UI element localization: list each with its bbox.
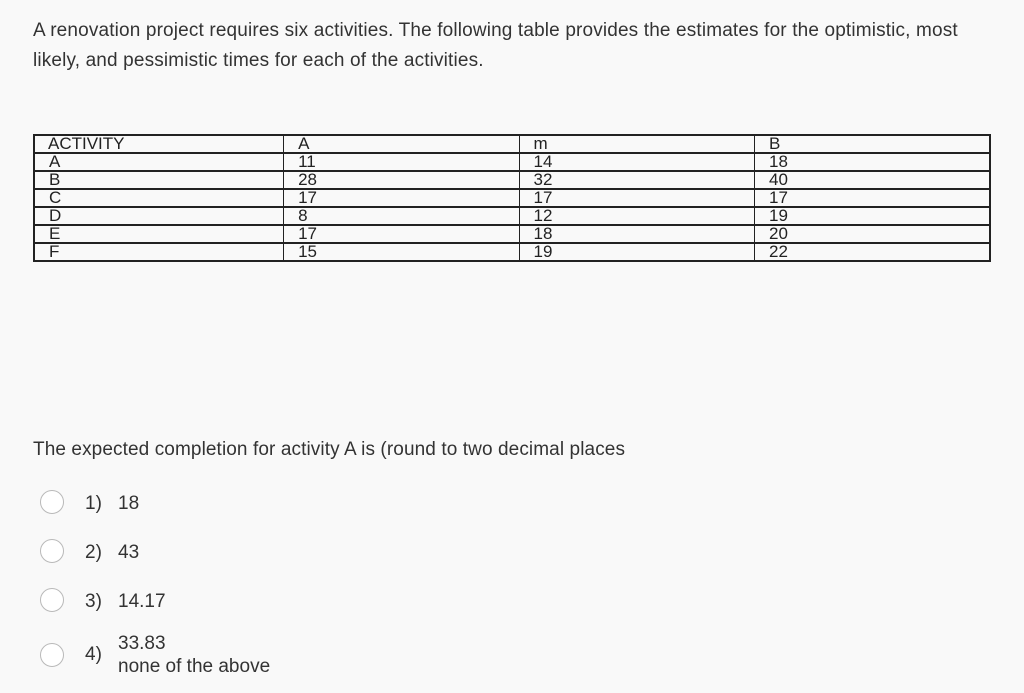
header-optimistic: A xyxy=(284,135,519,153)
most-likely-cell: 18 xyxy=(519,225,754,243)
optimistic-cell: 15 xyxy=(284,243,519,261)
activity-cell: E xyxy=(34,225,284,243)
optimistic-cell: 11 xyxy=(284,153,519,171)
table-row xyxy=(34,243,990,261)
optimistic-cell: 17 xyxy=(284,189,519,207)
activity-cell: F xyxy=(34,243,284,261)
header-activity: ACTIVITY xyxy=(34,135,284,153)
option-text: 33.83 xyxy=(118,633,166,654)
header-most-likely: m xyxy=(519,135,754,153)
table-row xyxy=(34,189,990,207)
radio-button-1[interactable] xyxy=(40,490,64,514)
most-likely-cell: 19 xyxy=(519,243,754,261)
pessimistic-cell: 18 xyxy=(755,153,990,171)
pessimistic-cell: 17 xyxy=(755,189,990,207)
header-pessimistic: B xyxy=(755,135,990,153)
optimistic-cell: 17 xyxy=(284,225,519,243)
option-text-secondary: none of the above xyxy=(118,656,271,677)
option-number: 2) xyxy=(85,542,102,563)
most-likely-cell: 17 xyxy=(519,189,754,207)
pessimistic-cell: 22 xyxy=(755,243,990,261)
most-likely-cell: 14 xyxy=(519,153,754,171)
pessimistic-cell: 19 xyxy=(755,207,990,225)
option-text: 14.17 xyxy=(118,591,166,612)
question-text: The expected completion for activity A is (round to two decimal places xyxy=(33,439,626,460)
activity-cell: C xyxy=(34,189,284,207)
option-text: 43 xyxy=(118,542,140,563)
optimistic-cell: 28 xyxy=(284,171,519,189)
table-row xyxy=(34,225,990,243)
table-row xyxy=(34,171,990,189)
activity-cell: A xyxy=(34,153,284,171)
option-number: 4) xyxy=(85,644,102,665)
table-row xyxy=(34,207,990,225)
activity-cell: B xyxy=(34,171,284,189)
most-likely-cell: 32 xyxy=(519,171,754,189)
option-text: 18 xyxy=(118,493,140,514)
table-row xyxy=(34,153,990,171)
radio-button-3[interactable] xyxy=(40,588,64,612)
option-number: 3) xyxy=(85,591,102,612)
problem-intro: A renovation project requires six activities. The following table provides the estimates for the optimistic, most likely, and pessimistic times for each of the activities. xyxy=(33,20,958,71)
pessimistic-cell: 40 xyxy=(755,171,990,189)
optimistic-cell: 8 xyxy=(284,207,519,225)
activity-cell: D xyxy=(34,207,284,225)
activity-time-table xyxy=(33,134,991,262)
option-number: 1) xyxy=(85,493,102,514)
radio-button-2[interactable] xyxy=(40,539,64,563)
most-likely-cell: 12 xyxy=(519,207,754,225)
pessimistic-cell: 20 xyxy=(755,225,990,243)
radio-button-4[interactable] xyxy=(40,643,64,667)
table-header-row xyxy=(34,135,990,153)
